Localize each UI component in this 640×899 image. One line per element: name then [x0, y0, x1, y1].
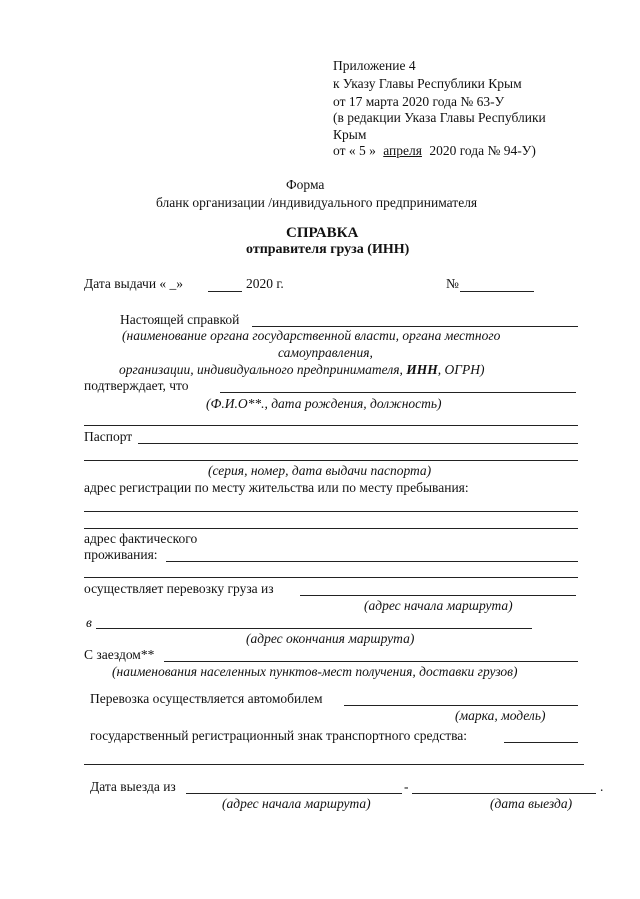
vehicle-hint: (марка, модель) [455, 708, 546, 723]
route-end-line[interactable] [96, 628, 532, 629]
appendix-line-2: к Указу Главы Республики Крым [333, 76, 522, 91]
org-name-line[interactable] [252, 326, 578, 327]
appendix-date-month: апреля [383, 143, 422, 158]
stopover-hint: (наименования населенных пунктов-мест получения, доставки грузов) [112, 664, 518, 679]
actual-address-label-2: проживания: [84, 547, 158, 562]
appendix-line-5: Крым [333, 127, 367, 142]
document-subtitle: отправителя груза (ИНН) [246, 242, 410, 257]
person-extra-line[interactable] [84, 425, 578, 426]
org-hint-3 [119, 362, 484, 378]
departure-hint-address: (адрес начала маршрута) [222, 796, 371, 811]
stopover-line[interactable] [164, 661, 578, 662]
passport-line[interactable] [138, 443, 578, 444]
departure-hint-date: (дата выезда) [490, 796, 573, 811]
departure-date-line[interactable] [412, 793, 596, 794]
passport-hint: (серия, номер, дата выдачи паспорта) [208, 463, 432, 478]
form-subtitle: бланк организации /индивидуального предпринимателя [156, 195, 478, 210]
plate-line-2[interactable] [84, 764, 584, 765]
certify-label: Настоящей справкой [120, 312, 240, 327]
stopover-label: С заездом** [84, 647, 155, 662]
reg-address-label: адрес регистрации по месту жительства или по месту пребывания: [84, 480, 469, 495]
form-label: Форма [286, 177, 325, 192]
vehicle-line[interactable] [344, 705, 578, 706]
passport-label: Паспорт [84, 429, 133, 444]
vehicle-label: Перевозка осуществляется автомобилем [90, 691, 323, 706]
departure-dash: - [404, 779, 409, 794]
route-end-hint: (адрес окончания маршрута) [246, 631, 415, 646]
org-hint-3c: , ОГРН) [437, 362, 485, 377]
route-start-line[interactable] [300, 595, 576, 596]
issue-number-line[interactable] [460, 291, 534, 292]
org-hint-3a: организации, индивидуального предпринимателя, [119, 362, 403, 377]
issue-year: 2020 г. [246, 276, 284, 291]
document-title: СПРАВКА [286, 225, 359, 241]
plate-label: государственный регистрационный знак транспортного средства: [90, 728, 468, 743]
issue-number-label: № [446, 276, 459, 291]
org-hint-3b: ИНН [406, 362, 438, 377]
reg-address-line-1[interactable] [84, 511, 578, 512]
confirms-label: подтверждает, что [84, 378, 189, 393]
issue-month-line[interactable] [208, 291, 242, 292]
appendix-line-4: (в редакции Указа Главы Республики [333, 110, 546, 125]
person-hint: (Ф.И.О**., дата рождения, должность) [206, 396, 442, 411]
actual-address-label-1: адрес фактического [84, 531, 198, 546]
passport-line-2[interactable] [84, 460, 578, 461]
org-hint-2: самоуправления, [278, 345, 373, 360]
departure-address-line[interactable] [186, 793, 402, 794]
plate-line[interactable] [504, 742, 578, 743]
actual-address-line[interactable] [166, 561, 578, 562]
reg-address-line-2[interactable] [84, 528, 578, 529]
issue-date-label: Дата выдачи « _» [84, 276, 184, 291]
actual-address-line-2[interactable] [84, 577, 578, 578]
departure-label: Дата выезда из [90, 779, 176, 794]
org-hint-1: (наименование органа государственной власти, органа местного [122, 328, 501, 343]
appendix-line-1: Приложение 4 [333, 58, 416, 73]
departure-dot: . [600, 779, 604, 794]
appendix-date-suffix: 2020 года № 94-У) [429, 143, 536, 158]
person-line[interactable] [220, 392, 576, 393]
route-start-hint: (адрес начала маршрута) [364, 598, 513, 613]
to-label: в [86, 615, 92, 630]
transport-label: осуществляет перевозку груза из [84, 581, 274, 596]
appendix-line-3: от 17 марта 2020 года № 63-У [333, 94, 505, 109]
appendix-line-6 [333, 143, 536, 159]
appendix-date-prefix: от « 5 » [333, 143, 376, 158]
